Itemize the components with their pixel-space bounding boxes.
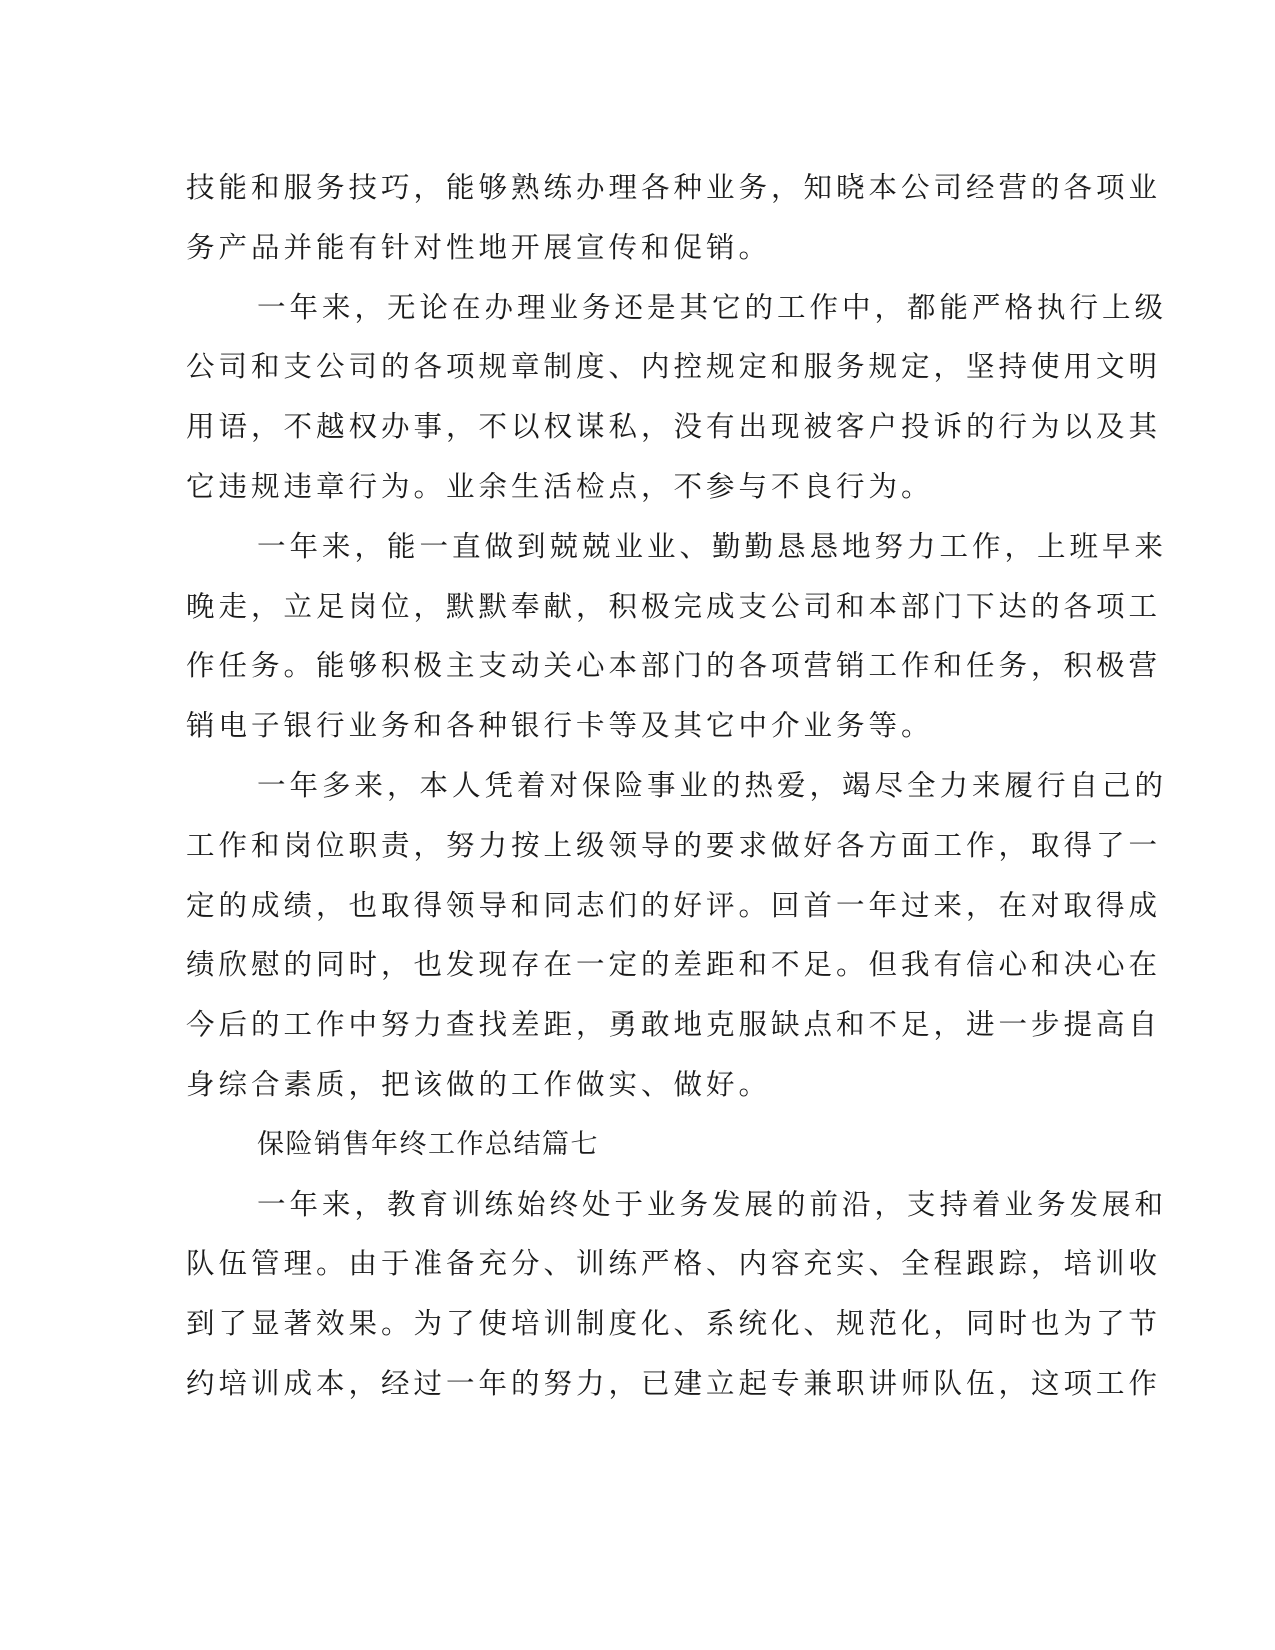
paragraph-start-line: 一年来，教育训练始终处于业务发展的前沿，支持着业务发展和 <box>257 1187 1168 1221</box>
text-line: 定的成绩，也取得领导和同志们的好评。回首一年过来，在对取得成 <box>186 888 1162 922</box>
text-line: 务产品并能有针对性地开展宣传和促销。 <box>186 230 772 264</box>
text-line: 约培训成本，经过一年的努力，已建立起专兼职讲师队伍，这项工作 <box>186 1366 1162 1400</box>
paragraph-start-line: 一年来，无论在办理业务还是其它的工作中，都能严格执行上级 <box>257 290 1168 324</box>
text-line: 用语，不越权办事，不以权谋私，没有出现被客户投诉的行为以及其 <box>186 410 1162 444</box>
text-line: 队伍管理。由于准备充分、训练严格、内容充实、全程跟踪，培训收 <box>186 1247 1162 1281</box>
text-line: 作任务。能够积极主支动关心本部门的各项营销工作和任务，积极营 <box>186 649 1162 683</box>
text-line: 今后的工作中努力查找差距，勇敢地克服缺点和不足，进一步提高自 <box>186 1008 1162 1042</box>
text-line: 身综合素质，把该做的工作做实、做好。 <box>186 1067 772 1101</box>
paragraph-start-line: 一年来，能一直做到兢兢业业、勤勤恳恳地努力工作，上班早来 <box>257 529 1168 563</box>
section-heading: 保险销售年终工作总结篇七 <box>257 1128 599 1160</box>
text-line: 晚走，立足岗位，默默奉献，积极完成支公司和本部门下达的各项工 <box>186 589 1162 623</box>
text-line: 销电子银行业务和各种银行卡等及其它中介业务等。 <box>186 709 934 743</box>
document-body <box>186 158 1168 1414</box>
text-line: 技能和服务技巧，能够熟练办理各种业务，知晓本公司经营的各项业 <box>186 171 1162 204</box>
text-line: 它违规违章行为。业余生活检点，不参与不良行为。 <box>186 469 934 503</box>
text-line: 公司和支公司的各项规章制度、内控规定和服务规定，坚持使用文明 <box>186 350 1162 384</box>
text-line: 工作和岗位职责，努力按上级领导的要求做好各方面工作，取得了一 <box>186 828 1162 862</box>
text-line: 绩欣慰的同时，也发现存在一定的差距和不足。但我有信心和决心在 <box>186 948 1162 982</box>
text-line: 到了显著效果。为了使培训制度化、系统化、规范化，同时也为了节 <box>186 1307 1162 1341</box>
paragraph-start-line: 一年多来，本人凭着对保险事业的热爱，竭尽全力来履行自己的 <box>257 768 1168 802</box>
